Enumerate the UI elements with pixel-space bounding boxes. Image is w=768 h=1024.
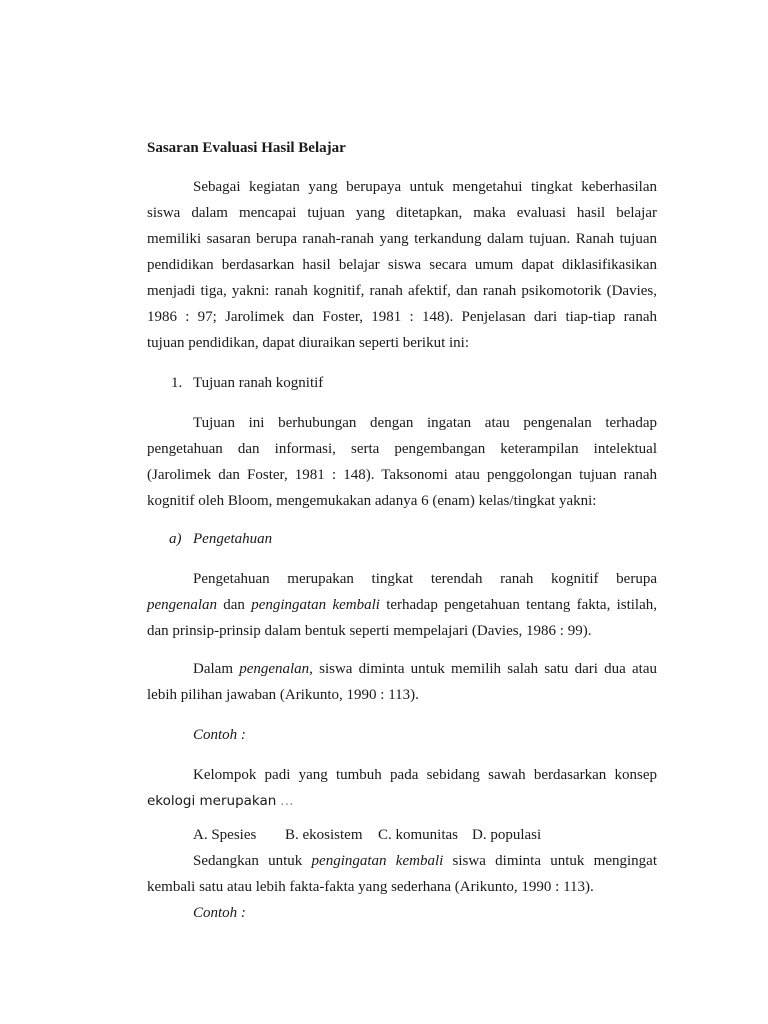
paragraph-line: menjadi tiga, yakni: ranah kognitif, ranah afektif, dan ranah psikomotorik (Davies,: [147, 283, 657, 299]
paragraph-line: pendidikan berdasarkan hasil belajar siswa secara umum dapat diklasifikasikan: [147, 257, 657, 273]
paragraph-line: 1986 : 97; Jarolimek dan Foster, 1981 : 148). Penjelasan dari tiap-tiap ranah: [147, 309, 657, 325]
inline-text: siswa diminta untuk mengingat: [443, 853, 657, 869]
paragraph-line: [147, 791, 294, 811]
paragraph-line: memiliki sasaran berupa ranah-ranah yang terkandung dalam tujuan. Ranah tujuan: [147, 231, 657, 247]
paragraph-line: (Jarolimek dan Foster, 1981 : 148). Taksonomi atau penggolongan tujuan ranah: [147, 467, 657, 483]
paragraph-line: kognitif oleh Bloom, mengemukakan adanya 6 (enam) kelas/tingkat yakni:: [147, 493, 597, 509]
example-label: Contoh :: [193, 727, 246, 743]
italic-term: pengenalan: [239, 661, 310, 677]
example-label: Contoh :: [193, 905, 246, 921]
list-number: 1.: [171, 375, 183, 391]
paragraph-line: lebih pilihan jawaban (Arikunto, 1990 : 113).: [147, 687, 419, 703]
italic-term: pengingatan kembali: [311, 853, 444, 869]
paragraph-line: siswa dalam mencapai tujuan yang ditetapkan, maka evaluasi hasil belajar: [147, 205, 657, 221]
paragraph-line: [147, 595, 657, 615]
paragraph-line: tujuan pendidikan, dapat diuraikan seperti berikut ini:: [147, 335, 469, 351]
paragraph-line: [193, 851, 657, 871]
italic-term: pengingatan kembali: [251, 597, 380, 613]
option-a: A. Spesies: [193, 827, 257, 843]
option-d: D. populasi: [472, 827, 542, 843]
paragraph-line: pengetahuan dan informasi, serta pengembangan keterampilan intelektual: [147, 441, 657, 457]
paragraph-line: Pengetahuan merupakan tingkat terendah ranah kognitif berupa: [193, 571, 657, 587]
option-c: C. komunitas: [378, 827, 459, 843]
ellipsis: …: [280, 793, 294, 809]
option-b: B. ekosistem: [285, 827, 363, 843]
inline-text: , siswa diminta untuk memilih salah satu dari dua atau: [309, 661, 657, 677]
section-title: Sasaran Evaluasi Hasil Belajar: [147, 140, 346, 156]
italic-term: pengenalan: [147, 597, 217, 613]
inline-text: terhadap pengetahuan tentang fakta, istilah,: [379, 597, 657, 613]
paragraph-line: Tujuan ini berhubungan dengan ingatan atau pengenalan terhadap: [193, 415, 657, 431]
list-heading: Tujuan ranah kognitif: [193, 375, 324, 391]
paragraph-line: kembali satu atau lebih fakta-fakta yang sederhana (Arikunto, 1990 : 113).: [147, 879, 594, 895]
paragraph-line: [193, 659, 657, 679]
paragraph-line: Sebagai kegiatan yang berupaya untuk mengetahui tingkat keberhasilan: [193, 179, 657, 195]
inline-text: ekologi merupakan: [147, 793, 277, 809]
paragraph-line: Kelompok padi yang tumbuh pada sebidang sawah berdasarkan konsep: [193, 767, 657, 783]
sub-list-heading: Pengetahuan: [193, 531, 273, 547]
inline-text: Dalam: [193, 661, 240, 677]
inline-text: dan: [216, 597, 252, 613]
sub-list-marker: a): [169, 531, 182, 547]
paragraph-line: dan prinsip-prinsip dalam bentuk seperti mempelajari (Davies, 1986 : 99).: [147, 623, 592, 639]
inline-text: Sedangkan untuk: [193, 853, 312, 869]
